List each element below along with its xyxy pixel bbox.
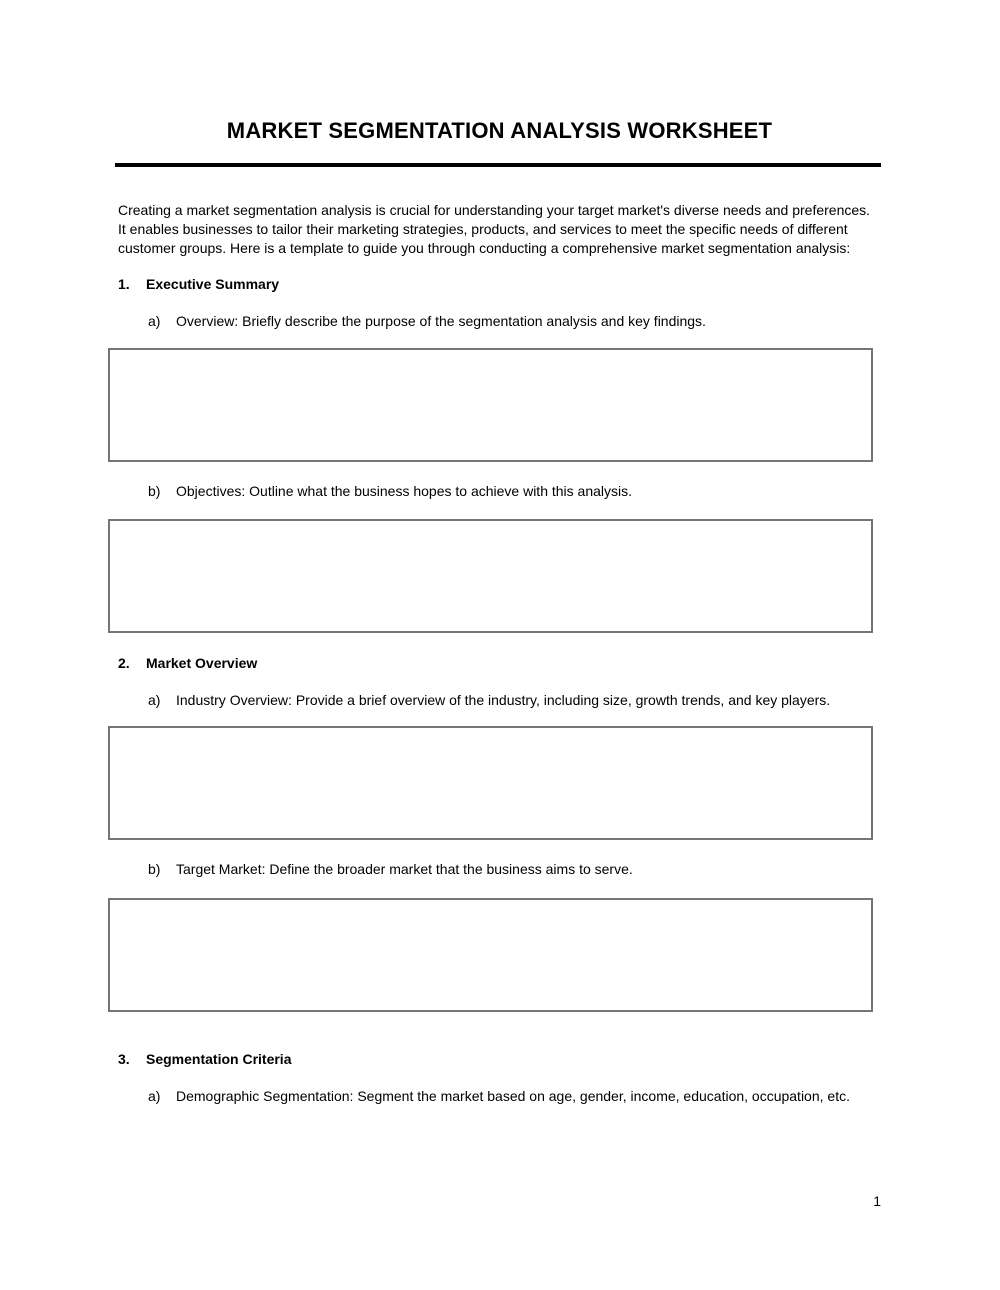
item-text: Target Market: Define the broader market that the business aims to serve. — [176, 861, 633, 878]
answer-box-overview[interactable] — [108, 348, 873, 462]
page-content — [0, 116, 1000, 1106]
section-number: 2. — [118, 654, 130, 671]
intro-paragraph: Creating a market segmentation analysis is crucial for understanding your target market's diverse needs and preferences. It enables businesses to tailor their marketing strategies, products, and services to meet the specific needs of different customer groups. Here is a template to guide you through conducting a comprehensive market segmentation analysis: — [118, 202, 871, 256]
list-item-overview — [118, 312, 881, 331]
answer-box-target-market[interactable] — [108, 898, 873, 1012]
list-item-demographic-segmentation — [118, 1087, 881, 1106]
section-number: 3. — [118, 1051, 130, 1068]
section-heading-label: Market Overview — [146, 654, 258, 671]
document-title: MARKET SEGMENTATION ANALYSIS WORKSHEET — [226, 118, 773, 143]
list-item-objectives — [118, 482, 881, 501]
item-text: Demographic Segmentation: Segment the market based on age, gender, income, education, occupation, etc. — [176, 1087, 850, 1104]
section-heading-label: Executive Summary — [146, 276, 280, 293]
title-divider — [115, 163, 881, 167]
list-item-target-market — [118, 860, 881, 879]
item-letter: b) — [148, 482, 161, 499]
answer-box-industry-overview[interactable] — [108, 726, 873, 840]
item-text: Objectives: Outline what the business hopes to achieve with this analysis. — [176, 482, 633, 499]
section-number: 1. — [118, 276, 130, 293]
answer-box-objectives[interactable] — [108, 519, 873, 633]
item-text: Industry Overview: Provide a brief overview of the industry, including size, growth trends, and key players. — [176, 691, 831, 708]
section-heading-market-overview — [118, 654, 881, 673]
item-letter: a) — [148, 313, 161, 330]
item-letter: b) — [148, 861, 161, 878]
section-heading-executive-summary — [118, 275, 881, 294]
page-number: 1 — [873, 1193, 881, 1209]
list-item-industry-overview — [118, 691, 881, 710]
item-text: Overview: Briefly describe the purpose of the segmentation analysis and key findings. — [176, 313, 706, 330]
item-letter: a) — [148, 691, 161, 708]
section-heading-segmentation-criteria — [118, 1050, 881, 1069]
item-letter: a) — [148, 1087, 161, 1104]
section-heading-label: Segmentation Criteria — [146, 1051, 292, 1068]
